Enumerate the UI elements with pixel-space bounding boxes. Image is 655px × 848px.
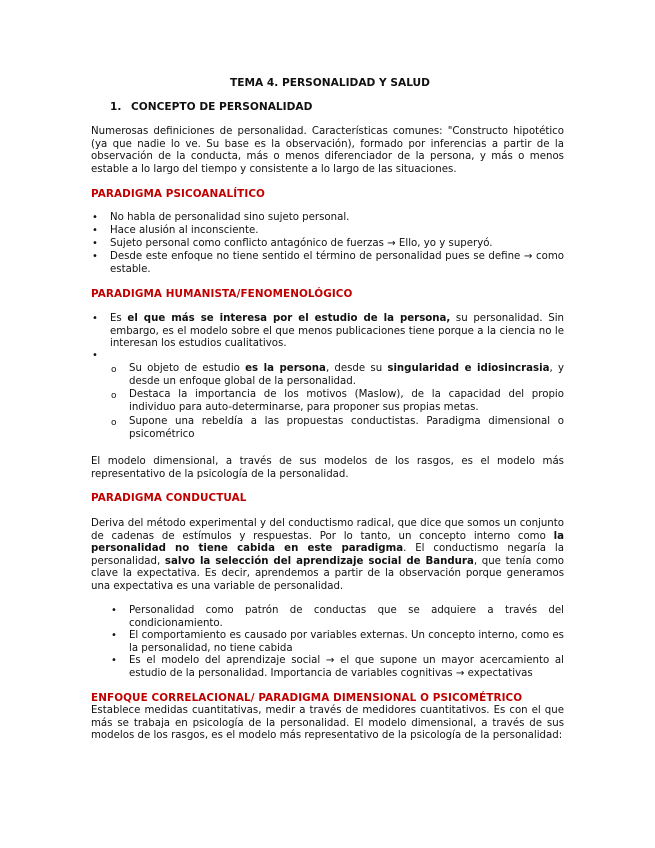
sub-list-item: Supone una rebeldía a las propuestas conductistas. Paradigma dimensional o psicométrico: [129, 416, 564, 440]
circle-marker: o: [111, 418, 117, 428]
correlacional-paragraph: Establece medidas cuantitativas, medir a través de medidores cuantitativos. Es con el que más se trabaja en psicología de la personalidad. El modelo dimensional, a través de sus modelos de los rasgos, es el modelo más representativo de la psicología de la personalidad:: [91, 705, 564, 742]
sub-list-item: Su objeto de estudio es la persona, desde su singularidad e idiosincrasia, y desde un enfoque global de la personalidad.: [129, 363, 564, 387]
heading-psicoanalitico: PARADIGMA PSICOANALÍTICO: [91, 188, 265, 200]
circle-marker: o: [111, 365, 117, 375]
humanista-closing-paragraph: El modelo dimensional, a través de sus modelos de los rasgos, es el modelo más representativo de la psicología de la personalidad.: [91, 456, 564, 480]
list-item: El comportamiento es causado por variables externas. Un concepto interno, como es la personalidad, no tiene cabida: [129, 630, 564, 654]
heading-correlacional: ENFOQUE CORRELACIONAL/ PARADIGMA DIMENSIONAL O PSICOMÉTRICO: [91, 692, 523, 704]
circle-marker: o: [111, 391, 117, 401]
heading-conductual: PARADIGMA CONDUCTUAL: [91, 492, 247, 504]
list-item: Hace alusión al inconsciente.: [110, 225, 259, 236]
bullet-marker: •: [92, 350, 98, 361]
bullet-marker: •: [92, 238, 98, 249]
list-item: Es el modelo del aprendizaje social → el que supone un mayor acercamiento al estudio de la personalidad. Importancia de variables cognitivas → expectativas: [129, 655, 564, 679]
section-number: 1.: [110, 101, 122, 113]
list-item: Sujeto personal como conflicto antagónico de fuerzas → Ello, yo y superyó.: [110, 238, 493, 249]
bullet-marker: •: [92, 225, 98, 236]
conductual-paragraph: Deriva del método experimental y del conductismo radical, que dice que somos un conjunto de cadenas de estímulos y respuestas. Por lo tanto, un concepto interno como la personalidad no tiene cabida en este paradigma. El conductismo negaría la personalidad, salvo la selección del aprendizaje social de Bandura, que tenía como clave la expectativa. Es decir, aprendemos a partir de la observación porque generamos una expectativa es una variable de personalidad.: [91, 518, 565, 592]
bullet-marker: •: [111, 655, 117, 666]
document-title: TEMA 4. PERSONALIDAD Y SALUD: [230, 77, 430, 89]
bullet-marker: •: [111, 605, 117, 616]
bullet-marker: •: [92, 251, 98, 262]
intro-paragraph: Numerosas definiciones de personalidad. Características comunes: "Constructo hipotético (ya que nadie lo ve. Su base es la observación), formado por inferencias a partir de la observación de la conducta, más o menos diferenciador de la persona, y más o menos estable a lo largo del tiempo y consistente a lo largo de las situaciones.: [91, 126, 564, 175]
list-item: Personalidad como patrón de conductas que se adquiere a través del condicionamiento.: [129, 605, 564, 629]
list-item: No habla de personalidad sino sujeto personal.: [110, 212, 350, 223]
heading-humanista: PARADIGMA HUMANISTA/FENOMENOLÓGICO: [91, 288, 353, 300]
list-item: Desde este enfoque no tiene sentido el término de personalidad pues se define → como estable.: [110, 251, 564, 275]
bullet-marker: •: [92, 212, 98, 223]
sub-list-item: Destaca la importancia de los motivos (Maslow), de la capacidad del propio individuo para auto-determinarse, para proponer sus propias metas.: [129, 389, 564, 413]
bullet-marker: •: [92, 313, 98, 324]
section-title: CONCEPTO DE PERSONALIDAD: [131, 101, 313, 113]
list-item: Es el que más se interesa por el estudio de la persona, su personalidad. Sin embargo, es el modelo sobre el que menos publicaciones tiene porque a la ciencia no le interesan los estudios cualitativos.: [110, 313, 564, 350]
bullet-marker: •: [111, 630, 117, 641]
